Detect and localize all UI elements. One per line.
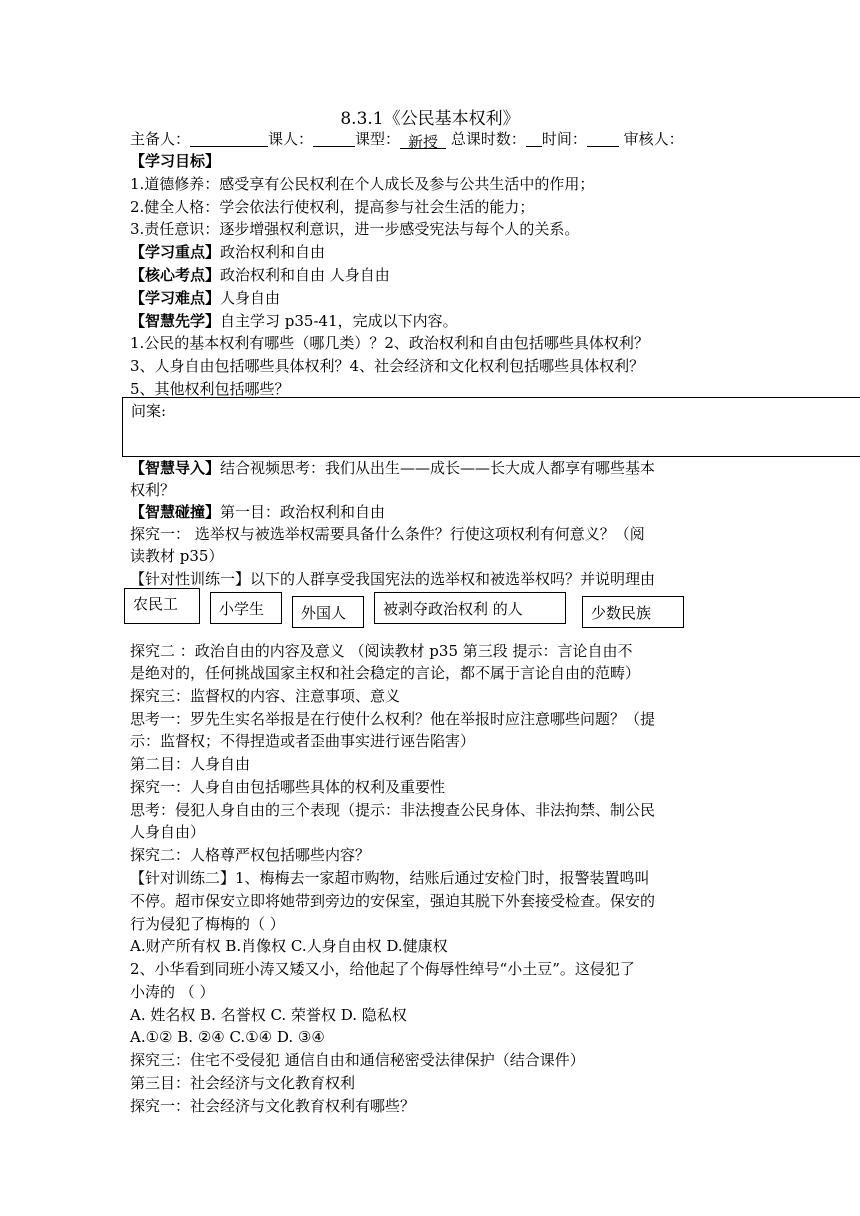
goals-heading: 【学习目标】 [130,152,221,170]
goal-item: 1.道德修养：感受享有公民权利在个人成长及参与公共生活中的作用； [130,175,595,193]
intro-label: 【智慧导入】 [130,459,221,477]
type-value: 新授 [400,131,446,149]
preview-question: 3、人身自由包括哪些具体权利？4、社会经济和文化权利包括哪些具体权利？ [130,357,645,375]
content-line: 小涛的 （ ） [130,983,215,1001]
time-blank [587,130,619,147]
difficulty-line [130,287,280,309]
content-line: A.①② B. ②④ C.①④ D. ③④ [130,1028,325,1046]
inquiry-line: 读教材 p35） [130,547,224,565]
core-point-label: 【核心考点】 [130,266,221,284]
content-line: 探究三：住宅不受侵犯 通信自由和通信秘密受法律保护（结合课件） [130,1051,585,1069]
option-box: 少数民族 [582,596,684,628]
content-line: 思考：侵犯人身自由的三个表现（提示：非法搜查公民身体、非法拘禁、制公民 [130,801,656,819]
goal-item: 3.责任意识：逐步增强权利意识，进一步感受宪法与每个人的关系。 [130,220,580,238]
content-line: 人身自由） [130,823,206,841]
intro-line [130,457,655,479]
hours-blank [526,130,542,147]
answer-box-label: 问案: [131,402,167,420]
option-box: 外国人 [292,596,364,628]
preview-question: 1.公民的基本权利有哪些（哪几类）？2、政治权利和自由包括哪些具体权利？ [130,334,649,352]
document-title: 8.3.1《公民基本权利》 [340,109,520,129]
host-label: 主备人： [130,130,191,148]
content-line: 探究一：社会经济与文化教育权利有哪些？ [130,1097,416,1115]
collision-line [130,501,385,523]
content-line: 2、小华看到同班小涛又矮又小，给他起了个侮辱性绰号“小土豆”。这侵犯了 [130,960,635,978]
content-line: 探究二：人格尊严权包括哪些内容？ [130,846,371,864]
training1-text: 以下的人群享受我国宪法的选举权和被选举权吗？并说明理由 [250,570,656,588]
content-line: 是绝对的，任何挑战国家主权和社会稳定的言论，都不属于言论自由的范畴） [130,664,641,682]
header-info-line [130,128,684,150]
content-line: 思考一：罗先生实名举报是在行使什么权利？他在举报时应注意哪些问题？（提 [130,710,656,728]
content-line: A. 姓名权 B. 名誉权 C. 荣誉权 D. 隐私权 [130,1006,407,1024]
teacher-label: 课人： [268,130,314,148]
content-line: 【针对训练二】1、梅梅去一家超市购物，结账后通过安检门时，报警装置鸣叫 [130,869,650,887]
option-box: 被剥夺政治权利 的人 [374,592,566,624]
content-line: 第三目：社会经济与文化教育权利 [130,1074,356,1092]
teacher-blank [313,130,355,147]
preview-text: 自主学习 p35-41，完成以下内容。 [220,312,458,330]
goal-item: 2.健全人格：学会依法行使权利，提高参与社会生活的能力； [130,198,535,216]
intro-text: 结合视频思考：我们从出生——成长——长大成人都享有哪些基本 [220,459,656,477]
key-point-text: 政治权利和自由 [220,243,326,261]
content-line: 不停。超市保安立即将她带到旁边的安保室，强迫其脱下外套接受检查。保安的 [130,892,656,910]
collision-label: 【智慧碰撞】 [130,503,221,521]
reviewer-label: 审核人： [623,130,684,148]
training1-line [130,568,655,590]
collision-text: 第一目：政治权利和自由 [220,503,386,521]
option-box: 农民工 [124,588,200,624]
key-point-label: 【学习重点】 [130,243,221,261]
time-label: 时间： [541,130,587,148]
difficulty-label: 【学习难点】 [130,289,221,307]
core-point-text: 政治权利和自由 人身自由 [220,266,390,284]
content-line: 探究三：监督权的内容、注意事项、意义 [130,687,401,705]
difficulty-text: 人身自由 [220,289,281,307]
answer-box[interactable] [122,397,860,457]
type-label: 课型： [355,130,401,148]
preview-question: 5、其他权利包括哪些？ [130,380,290,398]
content-line: 行为侵犯了梅梅的（ ） [130,915,285,933]
content-line: 探究二 ：政治自由的内容及意义 （阅读教材 p35 第三段 提示：言论自由不 [130,642,633,660]
inquiry-line: 探究一： 选举权与被选举权需要具备什么条件？行使这项权利有何意义？（阅 [130,525,645,543]
preview-label: 【智慧先学】 [130,312,221,330]
host-blank [190,130,268,147]
intro-line-2: 权利？ [130,481,176,499]
content-line: 示：监督权；不得捏造或者歪曲事实进行诬告陷害） [130,732,476,750]
content-line: 第二目：人身自由 [130,755,251,773]
core-point-line [130,264,390,286]
content-line: 探究一：人身自由包括哪些具体的权利及重要性 [130,778,446,796]
preview-line [130,310,458,332]
training1-label: 【针对性训练一】 [130,570,251,588]
content-line: A.财产所有权 B.肖像权 C.人身自由权 D.健康权 [130,937,448,955]
option-box: 小学生 [210,592,282,624]
key-point-line [130,241,325,263]
hours-label: 总课时数： [450,130,526,148]
